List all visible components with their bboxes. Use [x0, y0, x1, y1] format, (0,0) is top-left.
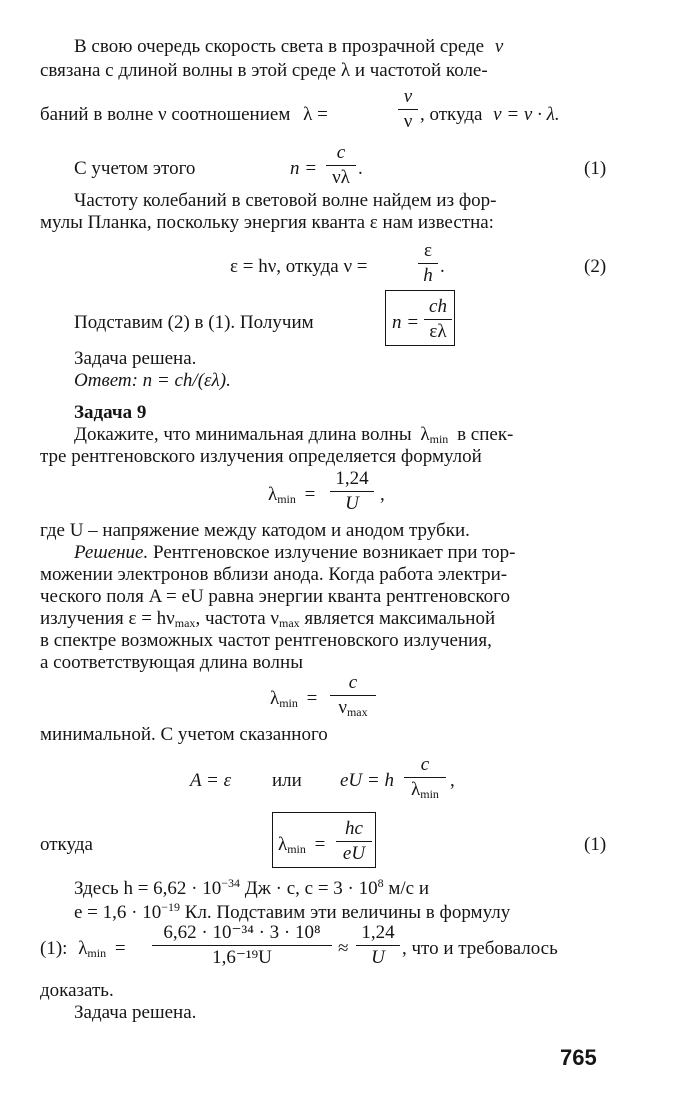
text-line: Докажите, что минимальная длина волны $\lambda_{min}$ в спек- — [74, 424, 514, 446]
fraction: 1,24 U — [330, 468, 374, 515]
text-line: Частоту колебаний в световой волне найдем из фор- — [74, 190, 497, 211]
fraction: ch ελ — [424, 296, 452, 343]
text: . — [358, 158, 363, 179]
fraction: 6,62 · 10⁻³⁴ · 3 · 10⁸ 1,6⁻¹⁹U — [152, 922, 332, 969]
equation-ref: (1): $\lambda_{min}$ = — [40, 938, 126, 960]
equation-lhs: n = — [392, 312, 420, 333]
text-line: ческого поля A = eU равна энергии кванта рентгеновского — [40, 586, 510, 607]
fraction: v ν — [398, 86, 418, 133]
equation-lhs: $\lambda_{min}$ = — [278, 834, 326, 856]
text: , — [450, 770, 455, 791]
equation-number: (1) — [584, 834, 607, 855]
fraction: c νλ — [326, 142, 356, 189]
fraction: c $\lambda_{min}$ — [404, 754, 446, 805]
text-line: в спектре возможных частот рентгеновского излучения, — [40, 630, 492, 651]
text: , что и требовалось — [402, 938, 558, 959]
text-line: Задача решена. — [74, 1002, 197, 1023]
equation-number: (1) — [584, 158, 607, 179]
fraction: ε h — [418, 240, 438, 287]
equation-lhs: $\lambda_{min}$ = — [268, 484, 316, 506]
equation-lhs: $\lambda_{min}$ = — [270, 688, 318, 710]
text-line: $e = 1,6 \cdot 10^{-19}$ Кл. Подставим эти величины в формулу — [74, 900, 511, 923]
text-line: где U – напряжение между катодом и анодом трубки. — [40, 520, 470, 541]
text-line: В свою очередь скорость света в прозрачной среде v — [74, 36, 504, 57]
answer-line: Ответ: n = ch/(ελ). — [74, 370, 231, 391]
text-line: С учетом этого — [74, 158, 196, 179]
text-line: мулы Планка, поскольку энергия кванта ε нам известна: — [40, 212, 494, 233]
equation-number: (2) — [584, 256, 607, 277]
text-line: можении электронов вблизи анода. Когда работа электри- — [40, 564, 508, 585]
text: , — [380, 484, 385, 505]
text-line: Здесь $h = 6,62 \cdot 10^{-34}$ Дж · с, $c = 3 \cdot 10^8$ м/с и — [74, 876, 430, 899]
task-title: Задача 9 — [74, 402, 147, 423]
text-line: а соответствующая длина волны — [40, 652, 303, 673]
text-line: Задача решена. — [74, 348, 197, 369]
fraction: hc eU — [336, 818, 372, 865]
text-line: излучения $\varepsilon = h\nu_{max}$, частота $\nu_{max}$ является максимальной — [40, 608, 496, 630]
equation: eU = h — [340, 770, 394, 791]
text-line: баний в волне ν соотношением λ = — [40, 104, 328, 125]
fraction: 1,24 U — [356, 922, 400, 969]
equation-lhs: n = — [290, 158, 318, 179]
text-line: , откуда v = ν · λ. — [420, 104, 560, 125]
text: или — [272, 770, 302, 791]
text-line: связана с длиной волны в этой среде λ и частотой коле- — [40, 60, 488, 81]
text: . — [440, 256, 445, 277]
page-number: 765 — [560, 1045, 597, 1070]
fraction: c $\nu_{max}$ — [330, 672, 376, 723]
text-line: откуда — [40, 834, 93, 855]
equation: A = ε — [190, 770, 232, 791]
text-line: доказать. — [40, 980, 114, 1001]
text-line: тре рентгеновского излучения определяется формулой — [40, 446, 482, 467]
text: ≈ — [338, 938, 349, 959]
text-line: Решение. Рентгеновское излучение возникает при тор- — [74, 542, 516, 563]
equation-lhs: ε = hν, откуда ν = — [230, 256, 368, 277]
text-line: Подставим (2) в (1). Получим — [74, 312, 314, 333]
text-line: минимальной. С учетом сказанного — [40, 724, 328, 745]
